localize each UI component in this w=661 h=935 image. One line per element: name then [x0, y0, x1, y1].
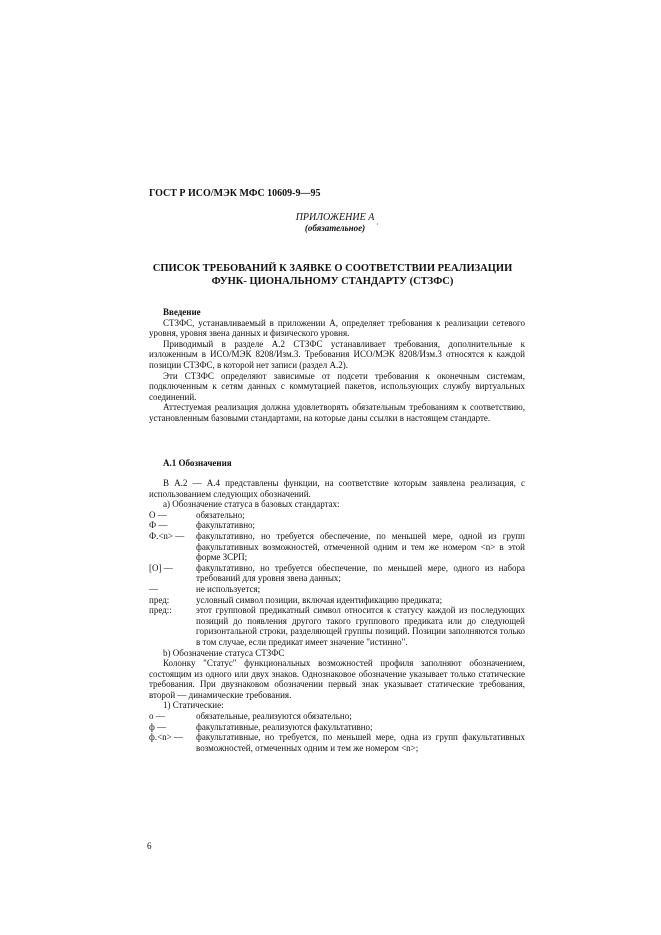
- list-item: [149, 595, 525, 606]
- intro-heading: Введение: [163, 307, 201, 317]
- list-key: пред:: [149, 594, 170, 605]
- list-key: О —: [149, 509, 167, 520]
- list-key: ф —: [149, 721, 167, 732]
- list-key: ф.<n> —: [149, 732, 183, 743]
- list-value: факультативно, но требуется обеспечение, по меньшей мере, одной из групп факультативных возможностей, отмеченной одним и тем же номером <n> в этой форме ЗСРП;: [196, 530, 525, 563]
- intro-paragraph-2: Приводимый в разделе А.2 СТЗФС устанавливает требования, дополнительные к изложенным в ИСО/МЭК 8208/Изм.3. Требования ИСО/МЭК 8208/Изм.3 относятся к каждой позиции СТЗФС, в которой нет записи (раздел А.2).: [149, 338, 525, 370]
- document-title: СПИСОК ТРЕБОВАНИЙ К ЗАЯВКЕ О СООТВЕТСТВИИ РЕАЛИЗАЦИИ ФУНК- ЦИОНАЛЬНОМУ СТАНДАРТУ (СТЗФС): [152, 263, 513, 287]
- static-label: 1) Статические:: [163, 700, 224, 711]
- status-profile-paragraph: Колонку "Статус" функциональных возможностей профиля заполняют обозначением, состоящим из одного или двух знаков. Однознаковое обозначение указывает только статические требования. При двузнаковом обозначении первый знак указывает статические требования, второй — динамические требования.: [149, 658, 525, 700]
- list-item: [149, 531, 525, 563]
- appendix-caption: [270, 212, 400, 234]
- list-value: не используется;: [196, 583, 261, 594]
- list-item: [149, 711, 525, 722]
- list-value: обязательные, реализуются обязательно;: [196, 711, 352, 722]
- list-value: обязательно;: [196, 509, 245, 520]
- page-number: 6: [147, 841, 152, 851]
- list-item: [149, 584, 525, 595]
- list-value: факультативные, но требуется, по меньшей мере, одна из групп факультативных возможностей, отмеченных одним и тем же номером <n>;: [196, 732, 525, 753]
- appendix-title: ПРИЛОЖЕНИЕ А: [295, 212, 375, 223]
- status-profile-label: b) Обозначение статуса СТЗФС: [163, 647, 285, 658]
- list-value: факультативные, реализуются факультативно;: [196, 721, 373, 732]
- list-item: [149, 722, 525, 733]
- list-item: [149, 563, 525, 584]
- appendix-subtitle: (обязательное): [304, 223, 366, 233]
- list-item: [149, 605, 525, 647]
- list-key: Ф.<n> —: [149, 530, 185, 541]
- list-key: Ф —: [149, 520, 168, 531]
- list-key: о —: [149, 711, 165, 722]
- list-item: [149, 520, 525, 531]
- section-heading-block: [149, 458, 525, 469]
- intro-paragraph-3: Эти СТЗФС определяют зависимые от подсети требования к оконечным системам, подключенным к сетям данных с коммутацией пакетов, использующих службу виртуальных соединений.: [149, 370, 525, 402]
- list-value: факультативно;: [196, 520, 256, 531]
- status-base-label: а) Обозначение статуса в базовых стандартах:: [163, 499, 340, 510]
- list-item: [149, 732, 525, 753]
- intro-paragraph-1: СТЗФС, устанавливаемый в приложении А, определяет требования к реализации сетевого уровня, уровня звена данных и физического уровня.: [149, 317, 525, 339]
- list-value: факультативно, но требуется обеспечение, по меньшей мере, одного из набора требований для уровня звена данных;: [196, 562, 525, 584]
- status-base-list: [149, 510, 525, 648]
- list-key: [О] —: [149, 562, 173, 573]
- intro-block: [149, 307, 525, 424]
- section-heading: А.1 Обозначения: [163, 458, 232, 468]
- static-list: [149, 711, 525, 753]
- stray-mark: ·: [376, 220, 379, 229]
- list-value: условный символ позиции, включая идентификацию предиката;: [196, 594, 443, 605]
- section-body: [149, 478, 525, 753]
- list-value: этот групповой предикатный символ относится к статусу каждой из последующих позиций до появления другого такого группового предиката или до следующей горизонтальной строки, разделяющей группы позиций. Позиции заполняются только в том случае, если предикат имеет значение "истинно".: [196, 605, 525, 647]
- list-item: [149, 510, 525, 521]
- intro-paragraph-4: Аттестуемая реализация должна удовлетворять обязательным требованиям к соответствию, установленным базовыми стандартами, на которые даны ссылки в настоящем стандарте.: [149, 402, 525, 423]
- list-key: —: [149, 583, 158, 594]
- list-key: пред::: [149, 605, 172, 616]
- section-paragraph-1: В А.2 — А.4 представлены функции, на соответствие которым заявлена реализация, с использованием следующих обозначений.: [149, 478, 525, 499]
- document-header: ГОСТ Р ИСО/МЭК МФС 10609-9—95: [149, 188, 321, 199]
